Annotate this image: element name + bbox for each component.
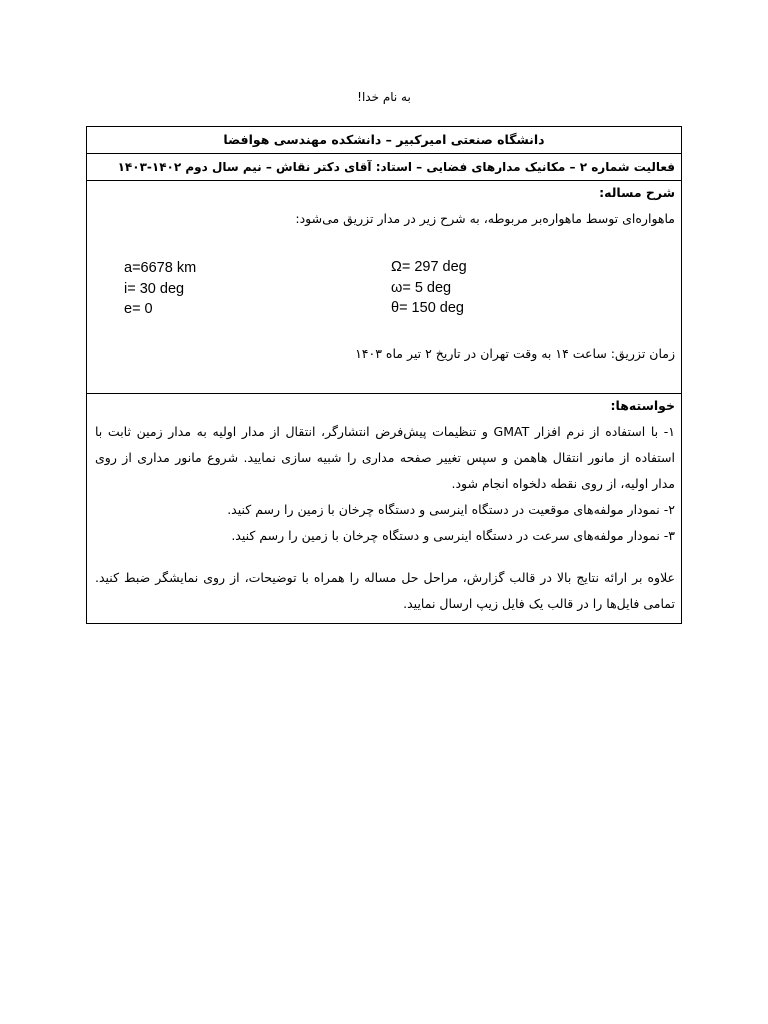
closing-note: علاوه بر ارائه نتایج بالا در قالب گزارش، مراحل حل مساله را همراه با توضیحات، از روی نمایشگر ضبط کنید. تمامی فایل‌ها را در قالب یک فایل زیپ ارسال نمایید. bbox=[95, 570, 675, 611]
requests-heading: خواسته‌ها: bbox=[610, 398, 675, 413]
request-item-2: ۲- نمودار مولفه‌های موقعیت در دستگاه اینرسی و دستگاه چرخان با زمین را رسم کنید. bbox=[227, 502, 675, 517]
param-arg-perigee: ω= 5 deg bbox=[391, 279, 452, 296]
orbit-params-left bbox=[124, 258, 196, 320]
problem-heading: شرح مساله: bbox=[599, 185, 675, 200]
assignment-table bbox=[86, 126, 682, 624]
problem-section bbox=[87, 181, 681, 394]
basmala-header: به نام خدا! bbox=[357, 90, 411, 104]
param-inclination: i= 30 deg bbox=[124, 280, 185, 297]
activity-info: فعالیت شماره ۲ – مکانیک مدارهای فضایی – استاد: آقای دکتر نقاش – نیم سال دوم ۱۴۰۲-۱۴۰۳ bbox=[87, 154, 681, 181]
param-true-anomaly: θ= 150 deg bbox=[391, 300, 464, 316]
launch-time: زمان تزریق: ساعت ۱۴ به وقت تهران در تاریخ ۲ تیر ماه ۱۴۰۳ bbox=[355, 346, 675, 361]
problem-intro: ماهواره‌ای توسط ماهواره‌بر مربوطه، به شرح زیر در مدار تزریق می‌شود: bbox=[295, 211, 675, 226]
requests-section bbox=[87, 394, 681, 623]
param-eccentricity: e= 0 bbox=[124, 301, 153, 317]
param-raan: Ω= 297 deg bbox=[391, 259, 467, 275]
param-semi-major-axis: a=6678 km bbox=[124, 260, 197, 276]
request-item-3: ۳- نمودار مولفه‌های سرعت در دستگاه اینرسی و دستگاه چرخان با زمین را رسم کنید. bbox=[231, 528, 675, 543]
university-title: دانشگاه صنعتی امیرکبیر – دانشکده مهندسی هوافضا bbox=[87, 127, 681, 154]
request-item-1: ۱- با استفاده از نرم افزار GMAT و تنظیمات پیش‌فرض انتشارگر، انتقال از مدار اولیه به مدار زمین ثابت با استفاده از مانور انتقال هاهمن و سپس تغییر صفحه مداری را شبیه سازی نمایید. شروع مانور مداری از روی مدار اولیه، از روی نقطه دلخواه انجام شود. bbox=[95, 424, 676, 491]
orbit-params-right bbox=[391, 257, 467, 319]
